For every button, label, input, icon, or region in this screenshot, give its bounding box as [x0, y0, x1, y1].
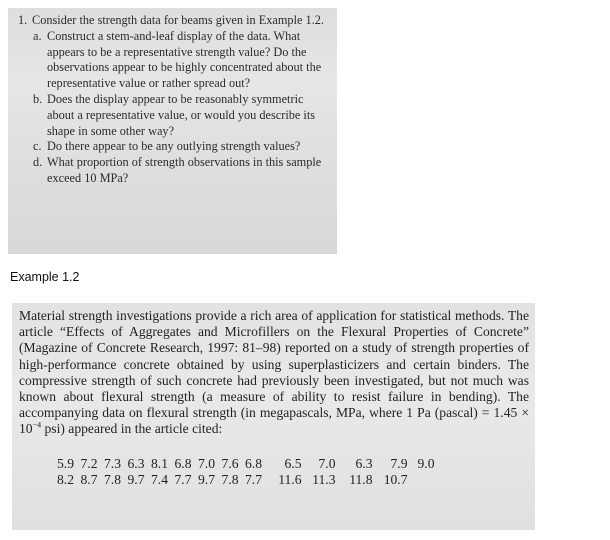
data-value: 6.5: [284, 455, 302, 471]
data-value: 11.3: [312, 471, 336, 487]
data-value: 8.1: [151, 455, 168, 471]
data-value: 7.7: [174, 471, 192, 487]
data-value: 7.4: [151, 471, 168, 487]
exercise-scan: [8, 8, 337, 254]
data-value: 7.6: [221, 455, 239, 471]
part-letter: b.: [33, 91, 43, 106]
data-value: 5.9: [57, 455, 74, 471]
data-value: 8.7: [80, 471, 98, 487]
data-value: 9.7: [127, 471, 145, 487]
paragraph-text-end: psi) appeared in the article cited:: [41, 421, 223, 437]
data-value: 6.3: [355, 455, 373, 471]
part-letter: d.: [33, 155, 43, 170]
data-value: 7.0: [198, 455, 215, 471]
part-text: Do there appear to be any outlying strength values?: [47, 139, 301, 154]
data-value: 6.3: [127, 455, 145, 471]
exercise-intro: Consider the strength data for beams given in Example 1.2.: [32, 13, 324, 27]
part-letter: a.: [33, 28, 42, 43]
part-text: Does the display appear to be reasonably symmetric about a representative value, or would you describe its shape in some other way?: [47, 91, 316, 138]
data-value: 7.2: [80, 455, 98, 471]
example-label: Example 1.2: [10, 270, 80, 284]
exercise-part-c: [33, 139, 331, 155]
data-value: 7.7: [245, 471, 262, 487]
data-value: 6.8: [174, 455, 192, 471]
exercise-part-a: [33, 29, 331, 92]
data-value: 7.3: [104, 455, 121, 471]
exercise-number: 1.: [18, 13, 28, 27]
data-value: 7.8: [104, 471, 121, 487]
data-value: 11.8: [349, 471, 373, 487]
example-scan: [12, 303, 535, 530]
data-value: 7.8: [221, 471, 239, 487]
part-text: Construct a stem-and-leaf display of the data. What appears to be a representative strength value? Do the observations appear to be highly concentrated about the representative value or rather spread out?: [47, 28, 322, 91]
data-value: 9.0: [417, 455, 435, 471]
data-value: 7.0: [318, 455, 336, 471]
exponent: −4: [32, 420, 42, 430]
data-value: 6.8: [245, 455, 262, 471]
data-value: 11.6: [278, 471, 302, 487]
data-row: [57, 456, 529, 472]
data-row: [57, 472, 529, 488]
paragraph-text: Material strength investigations provide a rich area of application for statistical methods. The article “Effects of Aggregates and Microfillers on the Flexural Properties of Concrete” (Magazine of Concrete Research, 1997: 81–98) reported on a study of strength properties of high-performance concrete obtained by using superplasticizers and certain binders. The compressive strength of such concrete had previously been investigated, but not much was known about flexural strength (a measure of ability to resist failure in bending). The accompanying data on flexural strength (in megapascals, MPa, where 1 Pa (pascal) = 1.45 × 10: [19, 308, 529, 437]
example-paragraph: [19, 308, 529, 438]
data-value: 8.2: [57, 471, 74, 487]
data-value: 10.7: [383, 471, 408, 487]
data-value: 7.9: [390, 455, 408, 471]
data-value: 9.7: [198, 471, 215, 487]
part-text: What proportion of strength observations in this sample exceed 10 MPa?: [47, 155, 322, 185]
exercise-part-d: [33, 155, 331, 187]
part-letter: c.: [33, 139, 42, 154]
strength-data-table: [19, 456, 529, 488]
exercise-part-b: [33, 92, 331, 139]
exercise-question: [18, 13, 331, 29]
